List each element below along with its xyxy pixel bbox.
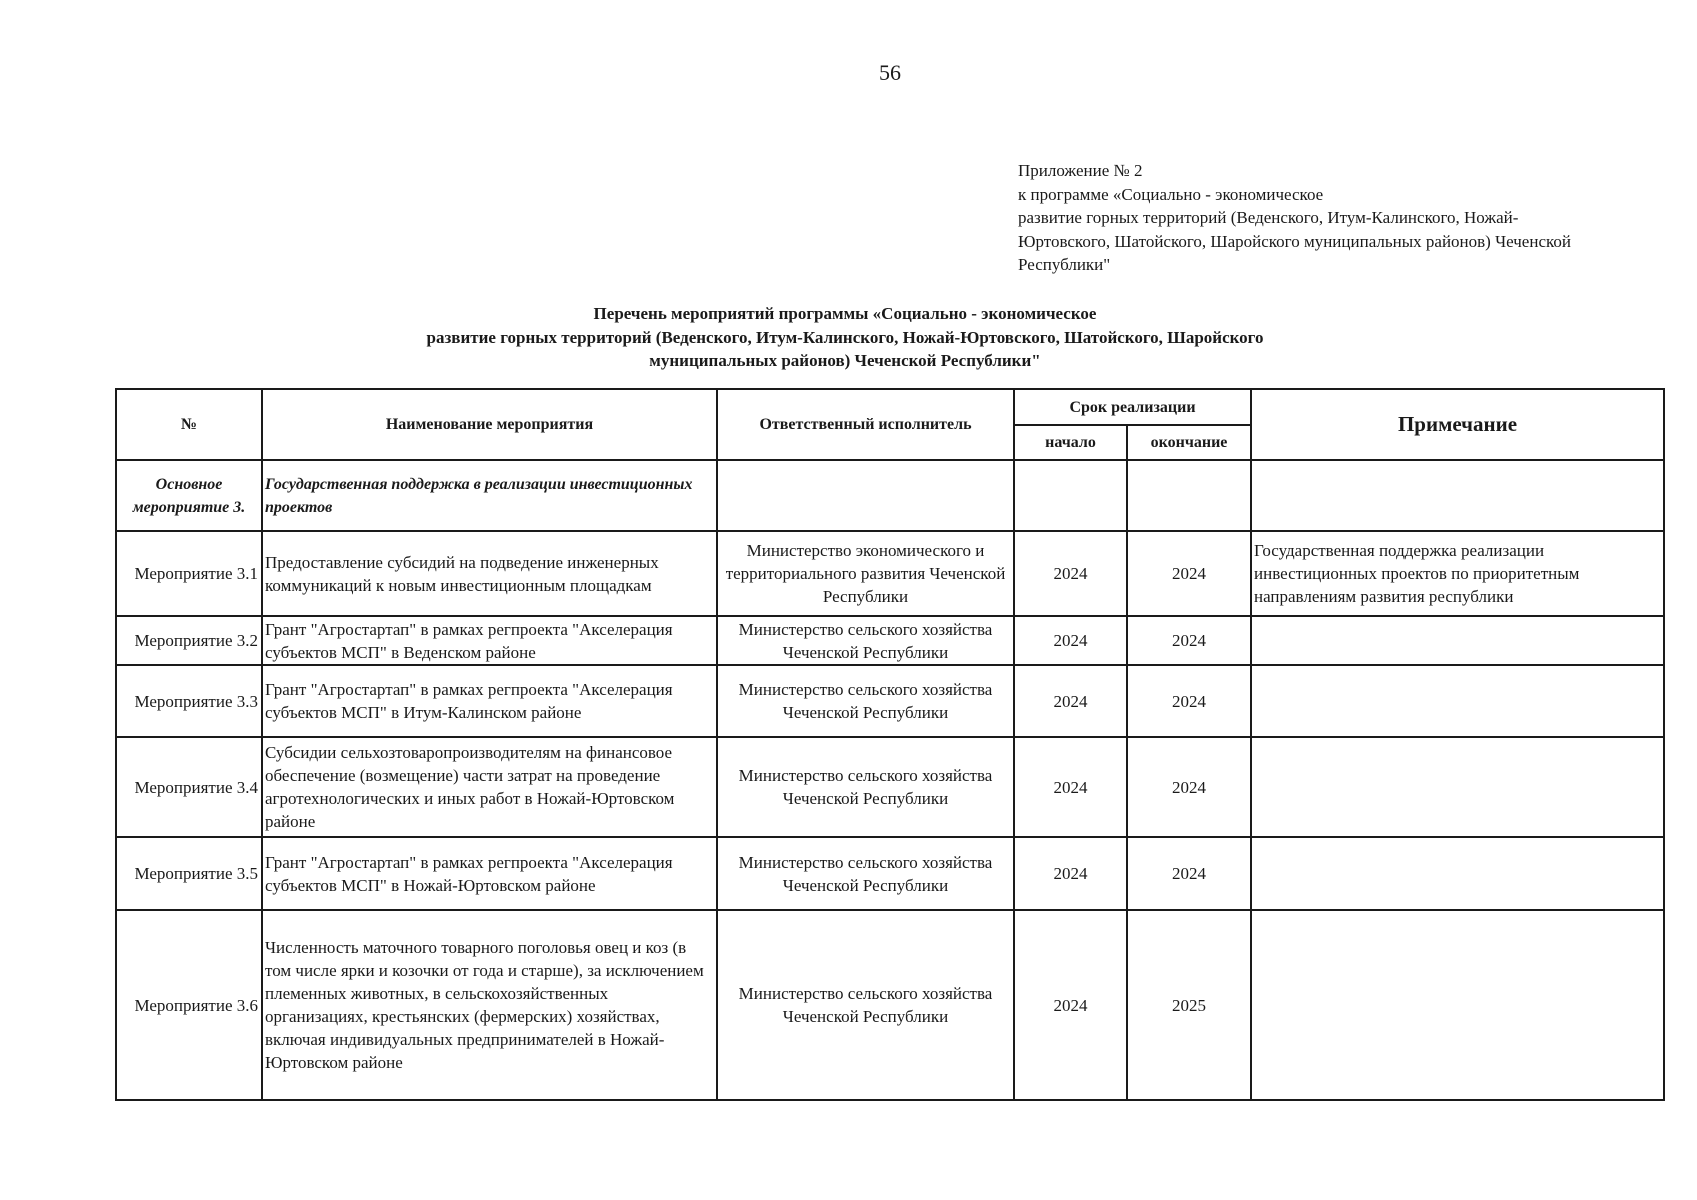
appendix-line: Юртовского, Шатойского, Шаройского муниципальных районов) Чеченской: [1018, 231, 1571, 251]
row-number: Мероприятие 3.6: [116, 910, 262, 1100]
table-row: [116, 616, 1664, 665]
appendix-line: развитие горных территорий (Веденского, Итум-Калинского, Ножай-: [1018, 208, 1519, 227]
appendix-line: к программе «Социально - экономическое: [1018, 184, 1324, 204]
appendix-line: Республики": [1018, 255, 1111, 274]
row-note: [1251, 665, 1664, 737]
row-note: Государственная поддержка реализации инвестиционных проектов по приоритетным направлениям развития республики: [1251, 531, 1664, 616]
row-executor: Министерство экономического и территориального развития Чеченской Республики: [717, 531, 1014, 616]
section-executor: [717, 460, 1014, 531]
table-header-row: [116, 389, 1664, 425]
header-end: окончание: [1127, 425, 1251, 460]
table-row: [116, 910, 1664, 1100]
row-number: Мероприятие 3.3: [116, 665, 262, 737]
row-end: 2024: [1127, 665, 1251, 737]
row-number: Мероприятие 3.1: [116, 531, 262, 616]
row-start: 2024: [1014, 531, 1127, 616]
row-number: Мероприятие 3.5: [116, 837, 262, 910]
row-note: [1251, 837, 1664, 910]
appendix-line: Приложение № 2: [1018, 161, 1143, 180]
header-start: начало: [1014, 425, 1127, 460]
title-line: муниципальных районов) Чеченской Республики": [649, 351, 1041, 370]
row-name: Предоставление субсидий на подведение инженерных коммуникаций к новым инвестиционным площадкам: [262, 531, 717, 616]
section-end: [1127, 460, 1251, 531]
row-start: 2024: [1014, 665, 1127, 737]
row-end: 2024: [1127, 531, 1251, 616]
row-name: Численность маточного товарного поголовья овец и коз (в том числе ярки и козочки от года и старше), за исключением племенных животных, в сельскохозяйственных организациях, крестьянских (фермерских) хозяйствах, включая индивидуальных предпринимателей в Ножай-Юртовском районе: [262, 910, 717, 1100]
table-row: [116, 837, 1664, 910]
row-end: 2024: [1127, 737, 1251, 837]
header-note: Примечание: [1251, 389, 1664, 460]
row-start: 2024: [1014, 737, 1127, 837]
row-executor: Министерство сельского хозяйства Чеченской Республики: [717, 737, 1014, 837]
row-start: 2024: [1014, 837, 1127, 910]
title-line: Перечень мероприятий программы «Социально - экономическое: [593, 304, 1097, 323]
table-row: [116, 665, 1664, 737]
document-title: [330, 302, 1360, 373]
section-start: [1014, 460, 1127, 531]
row-executor: Министерство сельского хозяйства Чеченской Республики: [717, 910, 1014, 1100]
row-note: [1251, 737, 1664, 837]
table-row: [116, 737, 1664, 837]
row-note: [1251, 616, 1664, 665]
row-name: Грант "Агростартап" в рамках регпроекта "Акселерация субъектов МСП" в Итум-Калинском районе: [262, 665, 717, 737]
row-start: 2024: [1014, 910, 1127, 1100]
title-line: развитие горных территорий (Веденского, Итум-Калинского, Ножай-Юртовского, Шатойского, Шаройского: [426, 327, 1264, 347]
section-note: [1251, 460, 1664, 531]
row-start: 2024: [1014, 616, 1127, 665]
header-executor: Ответственный исполнитель: [717, 389, 1014, 460]
row-name: Субсидии сельхозтоваропроизводителям на финансовое обеспечение (возмещение) части затрат на проведение агротехнологических и иных работ в Ножай-Юртовском районе: [262, 737, 717, 837]
row-executor: Министерство сельского хозяйства Чеченской Республики: [717, 616, 1014, 665]
row-number: Мероприятие 3.2: [116, 616, 262, 665]
row-end: 2024: [1127, 837, 1251, 910]
page-number: 56: [879, 60, 901, 85]
row-number: Мероприятие 3.4: [116, 737, 262, 837]
header-number: №: [116, 389, 262, 460]
row-executor: Министерство сельского хозяйства Чеченской Республики: [717, 837, 1014, 910]
row-executor: Министерство сельского хозяйства Чеченской Республики: [717, 665, 1014, 737]
row-name: Грант "Агростартап" в рамках регпроекта "Акселерация субъектов МСП" в Ножай-Юртовском районе: [262, 837, 717, 910]
header-period: Срок реализации: [1014, 389, 1251, 425]
section-name: Государственная поддержка в реализации инвестиционных проектов: [262, 460, 717, 531]
row-name: Грант "Агростартап" в рамках регпроекта "Акселерация субъектов МСП" в Веденском районе: [262, 616, 717, 665]
header-name: Наименование мероприятия: [262, 389, 717, 460]
appendix-note: [1018, 159, 1658, 277]
row-end: 2024: [1127, 616, 1251, 665]
section-row: [116, 460, 1664, 531]
table-row: [116, 531, 1664, 616]
section-number: Основное мероприятие 3.: [116, 460, 262, 531]
row-end: 2025: [1127, 910, 1251, 1100]
row-note: [1251, 910, 1664, 1100]
activities-table: [115, 388, 1665, 1101]
